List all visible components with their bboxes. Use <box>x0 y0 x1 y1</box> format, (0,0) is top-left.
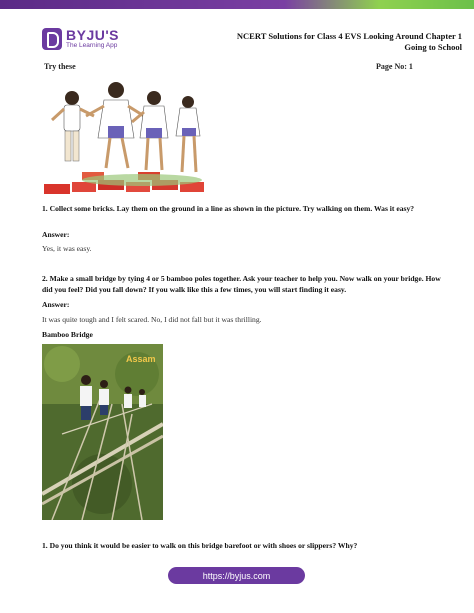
brick <box>72 182 96 192</box>
bridge-caption: Bamboo Bridge <box>42 330 93 339</box>
answer-1-label: Answer: <box>42 230 70 239</box>
question-2: 2. Make a small bridge by tying 4 or 5 bamboo poles together. Ask your teacher to help you. Now walk on your bridge. How did you feel? Did you fall down? If you walk like this a few times, you will start finding it easy. <box>42 274 441 294</box>
byjus-logo[interactable] <box>42 27 124 51</box>
bamboo-bridge-photo <box>42 344 163 520</box>
byjus-logo-icon <box>42 28 62 50</box>
brand-tagline: The Learning App <box>66 42 118 50</box>
answer-1: Yes, it was easy. <box>42 244 92 253</box>
document-title-line-1: NCERT Solutions for Class 4 EVS Looking Around Chapter 1 <box>236 31 462 41</box>
question-1: 1. Collect some bricks. Lay them on the ground in a line as shown in the picture. Try walking on them. Was it easy? <box>42 204 415 213</box>
question-3: 1. Do you think it would be easier to walk on this bridge barefoot or with shoes or slippers? Why? <box>42 541 358 550</box>
children-on-bricks-illustration <box>42 76 206 196</box>
top-accent-bar <box>0 0 474 9</box>
brick <box>44 184 70 194</box>
document-title <box>222 31 462 53</box>
answer-2-label: Answer: <box>42 300 70 309</box>
photo-label-assam: Assam <box>126 354 156 364</box>
document-title-line-2: Going to School <box>404 42 462 52</box>
answer-2: It was quite tough and I felt scared. No, I did not fall but it was thrilling. <box>42 315 262 324</box>
page-number: Page No: 1 <box>376 62 413 71</box>
brand-name: BYJU'S <box>66 27 120 44</box>
section-heading: Try these <box>44 62 76 71</box>
footer-url-link[interactable]: https://byjus.com <box>168 567 305 584</box>
